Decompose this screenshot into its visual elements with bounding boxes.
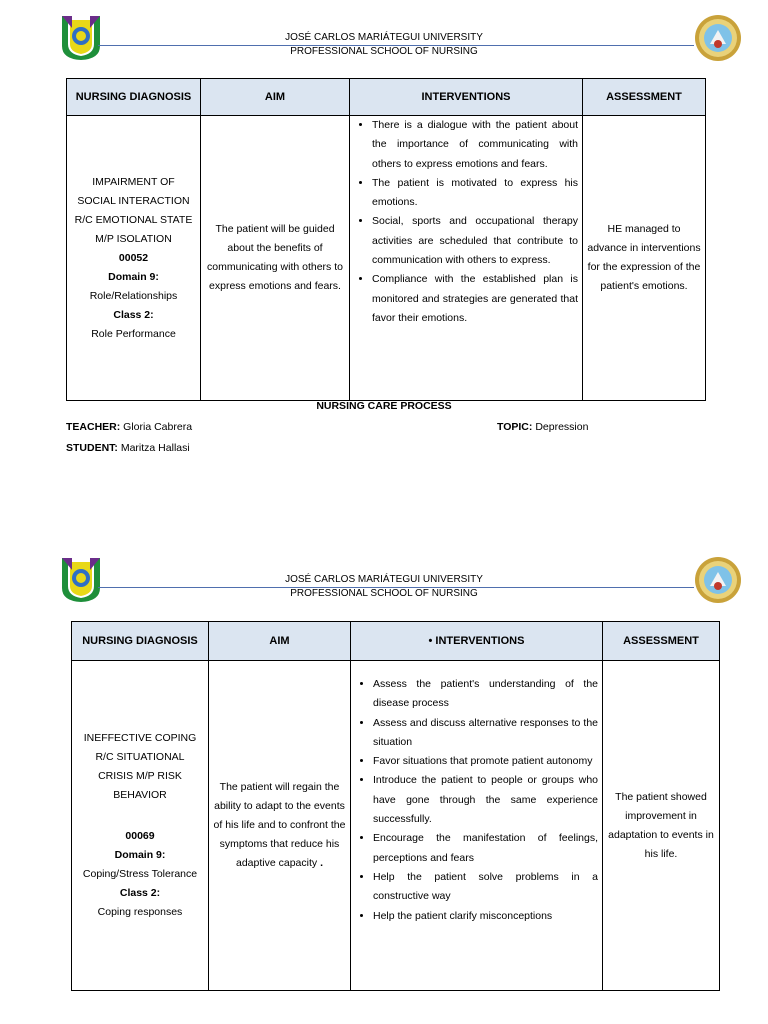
- page-header: [0, 14, 768, 64]
- care-plan-table-2: [71, 621, 720, 991]
- intervention-item: • Favor situations that promote patient autonomy: [373, 752, 598, 771]
- class-label: Class 2:: [113, 308, 154, 321]
- spacer: [76, 805, 204, 827]
- class-value: Role Performance: [91, 327, 176, 340]
- class-label: Class 2:: [119, 887, 161, 899]
- col-header-interventions: INTERVENTIONS: [350, 79, 583, 116]
- student-name: Maritza Hallasi: [120, 442, 190, 454]
- topic-value: Depression: [535, 421, 589, 433]
- assessment-text: HE managed to advance in interventions for the expression of the patient's emotions.: [587, 223, 701, 292]
- student-line: [66, 442, 190, 454]
- student-label: STUDENT:: [66, 442, 118, 454]
- domain-label: Domain 9:: [114, 849, 166, 861]
- aim-body: The patient will regain the ability to adapt to the events of his life and to confront the symptoms that reduce his adaptive capacity: [213, 781, 346, 869]
- diagnosis-line: INEFFECTIVE COPING: [83, 732, 197, 744]
- topic-label: TOPIC:: [497, 421, 533, 433]
- teacher-label: TEACHER:: [66, 421, 121, 433]
- interventions-list: [353, 675, 598, 926]
- assessment-cell: [603, 661, 720, 991]
- col-header-aim: AIM: [209, 622, 351, 661]
- diagnosis-line: R/C EMOTIONAL STATE: [74, 213, 193, 226]
- nursing-school-seal-icon: [694, 14, 742, 62]
- university-name: JOSÉ CARLOS MARIÁTEGUI UNIVERSITY: [285, 574, 483, 585]
- col-header-assessment: ASSESSMENT: [603, 622, 720, 661]
- school-name: PROFESSIONAL SCHOOL OF NURSING: [290, 588, 478, 599]
- class-value: Coping responses: [97, 906, 183, 918]
- intervention-item: • Help the patient clarify misconceptions: [373, 907, 598, 926]
- care-plan-table-1: [66, 78, 706, 401]
- diagnosis-line: M/P ISOLATION: [95, 232, 172, 245]
- aim-period: .: [320, 857, 323, 869]
- page-header: [0, 556, 768, 606]
- diagnosis-line: BEHAVIOR: [113, 789, 167, 801]
- intervention-item: • The patient is motivated to express his emotions.: [372, 174, 578, 213]
- diagnosis-line: CRISIS M/P RISK: [98, 770, 182, 782]
- university-name: JOSÉ CARLOS MARIÁTEGUI UNIVERSITY: [285, 32, 483, 43]
- nursing-school-seal-icon: [694, 556, 742, 604]
- col-header-aim: AIM: [201, 79, 350, 116]
- aim-cell: [209, 661, 351, 991]
- intervention-item: • There is a dialogue with the patient about the importance of communicating with others to express emotions and fears.: [372, 116, 578, 174]
- diagnosis-line: R/C SITUATIONAL: [95, 751, 185, 763]
- col-header-assessment: ASSESSMENT: [583, 79, 706, 116]
- intervention-item: • Help the patient solve problems in a constructive way: [373, 868, 598, 907]
- intervention-item: • Compliance with the established plan is monitored and strategies are generated that favor their emotions.: [372, 270, 578, 328]
- aim-cell: [201, 116, 350, 401]
- diagnosis-line: SOCIAL INTERACTION: [77, 194, 190, 207]
- document-title: NURSING CARE PROCESS: [316, 400, 452, 412]
- school-name: PROFESSIONAL SCHOOL OF NURSING: [290, 46, 478, 57]
- teacher-name: Gloria Cabrera: [123, 421, 193, 433]
- intervention-item: • Assess the patient's understanding of the disease process: [373, 675, 598, 714]
- assessment-cell: [583, 116, 706, 401]
- intervention-item: • Encourage the manifestation of feelings, perceptions and fears: [373, 829, 598, 868]
- topic-line: [497, 421, 588, 433]
- interventions-list: [352, 116, 578, 328]
- intervention-item: • Introduce the patient to people or groups who have gone through the same experience successfully.: [373, 771, 598, 829]
- assessment-text: The patient showed improvement in adaptation to events in his life.: [608, 790, 714, 860]
- aim-text: [213, 778, 346, 873]
- col-header-diagnosis: NURSING DIAGNOSIS: [72, 622, 209, 661]
- diagnosis-line: IMPAIRMENT OF: [92, 175, 175, 188]
- col-header-interventions: • INTERVENTIONS: [351, 622, 603, 661]
- interventions-cell: [351, 661, 603, 991]
- diagnosis-cell: [72, 661, 209, 991]
- aim-text: The patient will be guided about the benefits of communicating with others to express emotions and fears.: [207, 223, 343, 292]
- diagnosis-code: 00052: [118, 251, 149, 264]
- intervention-item: • Assess and discuss alternative responses to the situation: [373, 714, 598, 753]
- diagnosis-code: 00069: [125, 830, 155, 842]
- intervention-item: • Social, sports and occupational therapy activities are scheduled that contribute to communication with others to express.: [372, 212, 578, 270]
- domain-label: Domain 9:: [108, 270, 159, 283]
- domain-value: Role/Relationships: [89, 289, 178, 302]
- teacher-line: [66, 421, 192, 433]
- diagnosis-cell: [67, 116, 201, 401]
- domain-value: Coping/Stress Tolerance: [82, 868, 198, 880]
- col-header-diagnosis: NURSING DIAGNOSIS: [67, 79, 201, 116]
- interventions-cell: [350, 116, 583, 401]
